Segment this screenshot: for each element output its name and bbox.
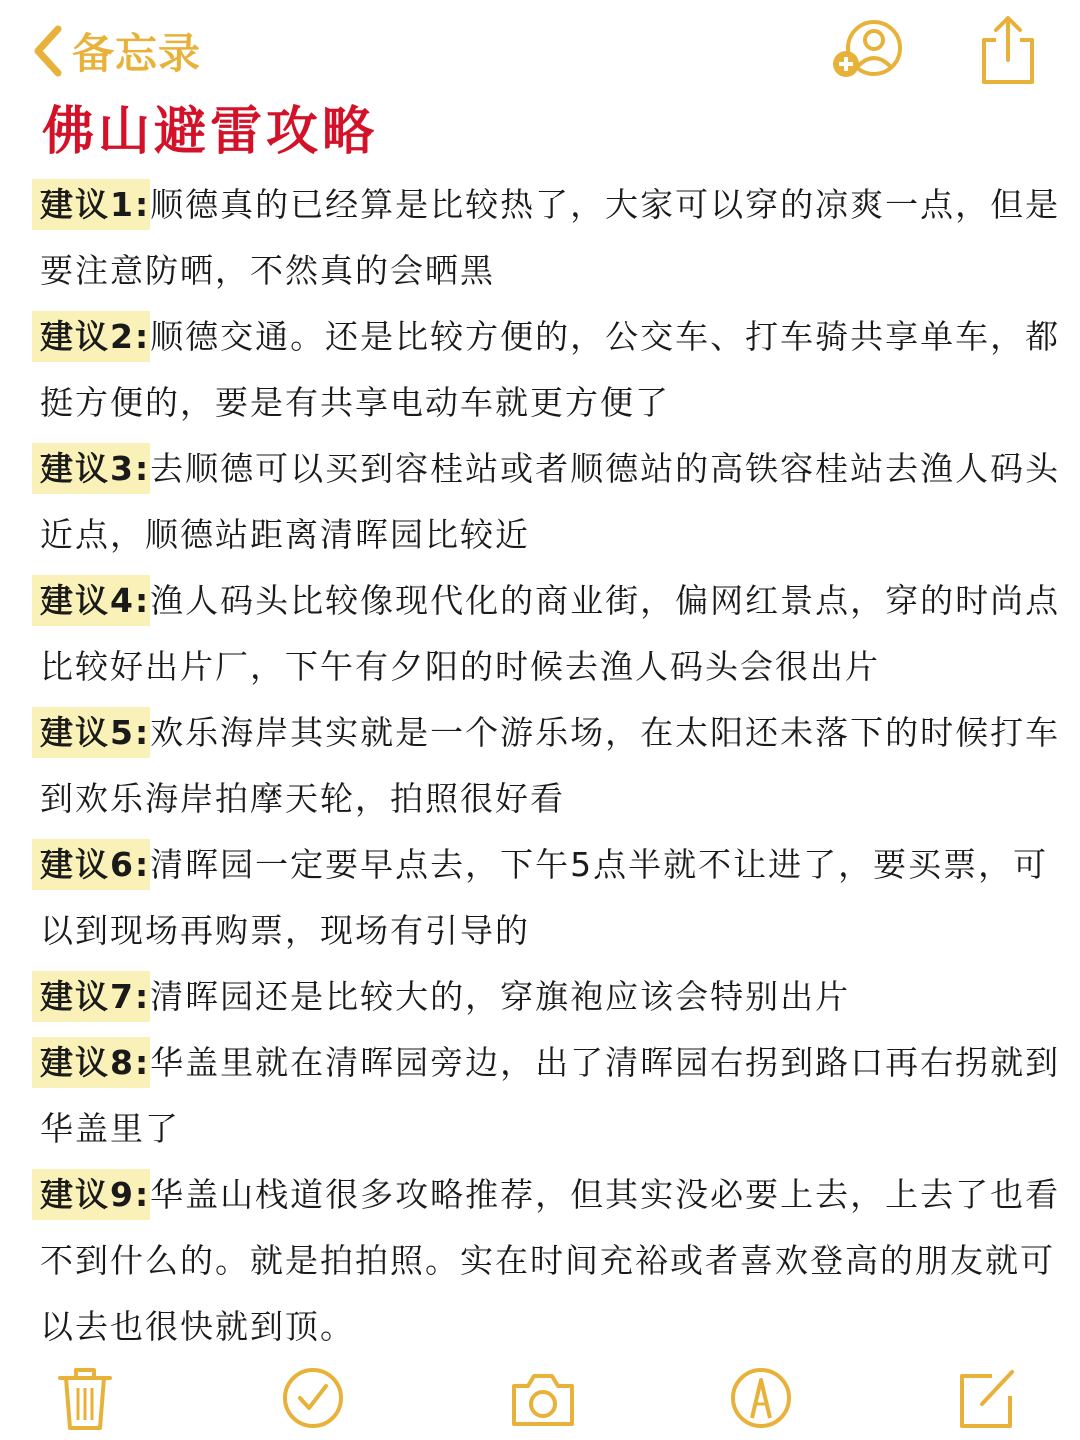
tip-text: 去顺德可以买到容桂站或者顺德站的高铁容桂站去渔人码头近点，顺德站距离清晖园比较近 bbox=[40, 449, 1061, 554]
markup-pen-icon bbox=[726, 1364, 796, 1432]
tip-label: 建议4: bbox=[32, 575, 150, 626]
tip-label: 建议3: bbox=[32, 443, 150, 494]
tip-paragraph bbox=[40, 172, 1064, 304]
share-collaborate-button[interactable] bbox=[830, 18, 908, 86]
tip-label: 建议9: bbox=[32, 1169, 150, 1220]
tip-paragraph bbox=[40, 436, 1064, 568]
tip-paragraph bbox=[40, 832, 1064, 964]
tip-text: 华盖山栈道很多攻略推荐，但其实没必要上去，上去了也看不到什么的。就是拍拍照。实在时间充裕或者喜欢登高的朋友就可以去也很快就到顶。 bbox=[40, 1175, 1061, 1346]
tip-text: 渔人码头比较像现代化的商业街，偏网红景点，穿的时尚点比较好出片厂，下午有夕阳的时候去渔人码头会很出片 bbox=[40, 581, 1061, 686]
tip-label: 建议8: bbox=[32, 1037, 150, 1088]
tip-text: 顺德真的已经算是比较热了，大家可以穿的凉爽一点，但是要注意防晒，不然真的会晒黑 bbox=[40, 185, 1061, 290]
tip-label: 建议7: bbox=[32, 971, 150, 1022]
tip-paragraph bbox=[40, 1030, 1064, 1162]
top-toolbar bbox=[0, 0, 1080, 100]
compose-icon bbox=[952, 1364, 1022, 1432]
tip-label: 建议1: bbox=[32, 179, 150, 230]
tip-label: 建议2: bbox=[32, 311, 150, 362]
tip-paragraph bbox=[40, 1162, 1064, 1360]
checklist-button[interactable] bbox=[278, 1364, 348, 1432]
note-body[interactable] bbox=[40, 172, 1064, 1360]
tip-text: 欢乐海岸其实就是一个游乐场，在太阳还未落下的时候打车到欢乐海岸拍摩天轮，拍照很好看 bbox=[40, 713, 1061, 818]
tip-text: 清晖园一定要早点去，下午5点半就不让进了，要买票，可以到现场再购票，现场有引导的 bbox=[40, 845, 1049, 950]
chevron-left-icon bbox=[28, 21, 68, 81]
tip-label: 建议6: bbox=[32, 839, 150, 890]
person-add-icon bbox=[830, 18, 908, 86]
bottom-toolbar bbox=[0, 1358, 1080, 1440]
compose-button[interactable] bbox=[952, 1364, 1022, 1432]
tip-text: 华盖里就在清晖园旁边，出了清晖园右拐到路口再右拐就到华盖里了 bbox=[40, 1043, 1061, 1148]
tip-paragraph bbox=[40, 304, 1064, 436]
tip-label: 建议5: bbox=[32, 707, 150, 758]
note-title: 佛山避雷攻略 bbox=[42, 102, 379, 162]
markup-button[interactable] bbox=[726, 1364, 796, 1432]
share-button[interactable] bbox=[976, 14, 1040, 88]
checklist-icon bbox=[278, 1364, 348, 1432]
back-label: 备忘录 bbox=[72, 29, 202, 78]
tip-paragraph bbox=[40, 568, 1064, 700]
tip-text: 清晖园还是比较大的，穿旗袍应该会特别出片 bbox=[150, 977, 851, 1016]
camera-button[interactable] bbox=[508, 1364, 578, 1432]
tip-paragraph bbox=[40, 700, 1064, 832]
tip-text: 顺德交通。还是比较方便的，公交车、打车骑共享单车，都挺方便的，要是有共享电动车就更方便了 bbox=[40, 317, 1061, 422]
camera-icon bbox=[508, 1364, 578, 1432]
delete-button[interactable] bbox=[50, 1364, 120, 1432]
back-button[interactable] bbox=[28, 20, 201, 82]
tip-paragraph bbox=[40, 964, 1064, 1030]
share-export-icon bbox=[976, 14, 1040, 88]
trash-icon bbox=[50, 1364, 120, 1432]
